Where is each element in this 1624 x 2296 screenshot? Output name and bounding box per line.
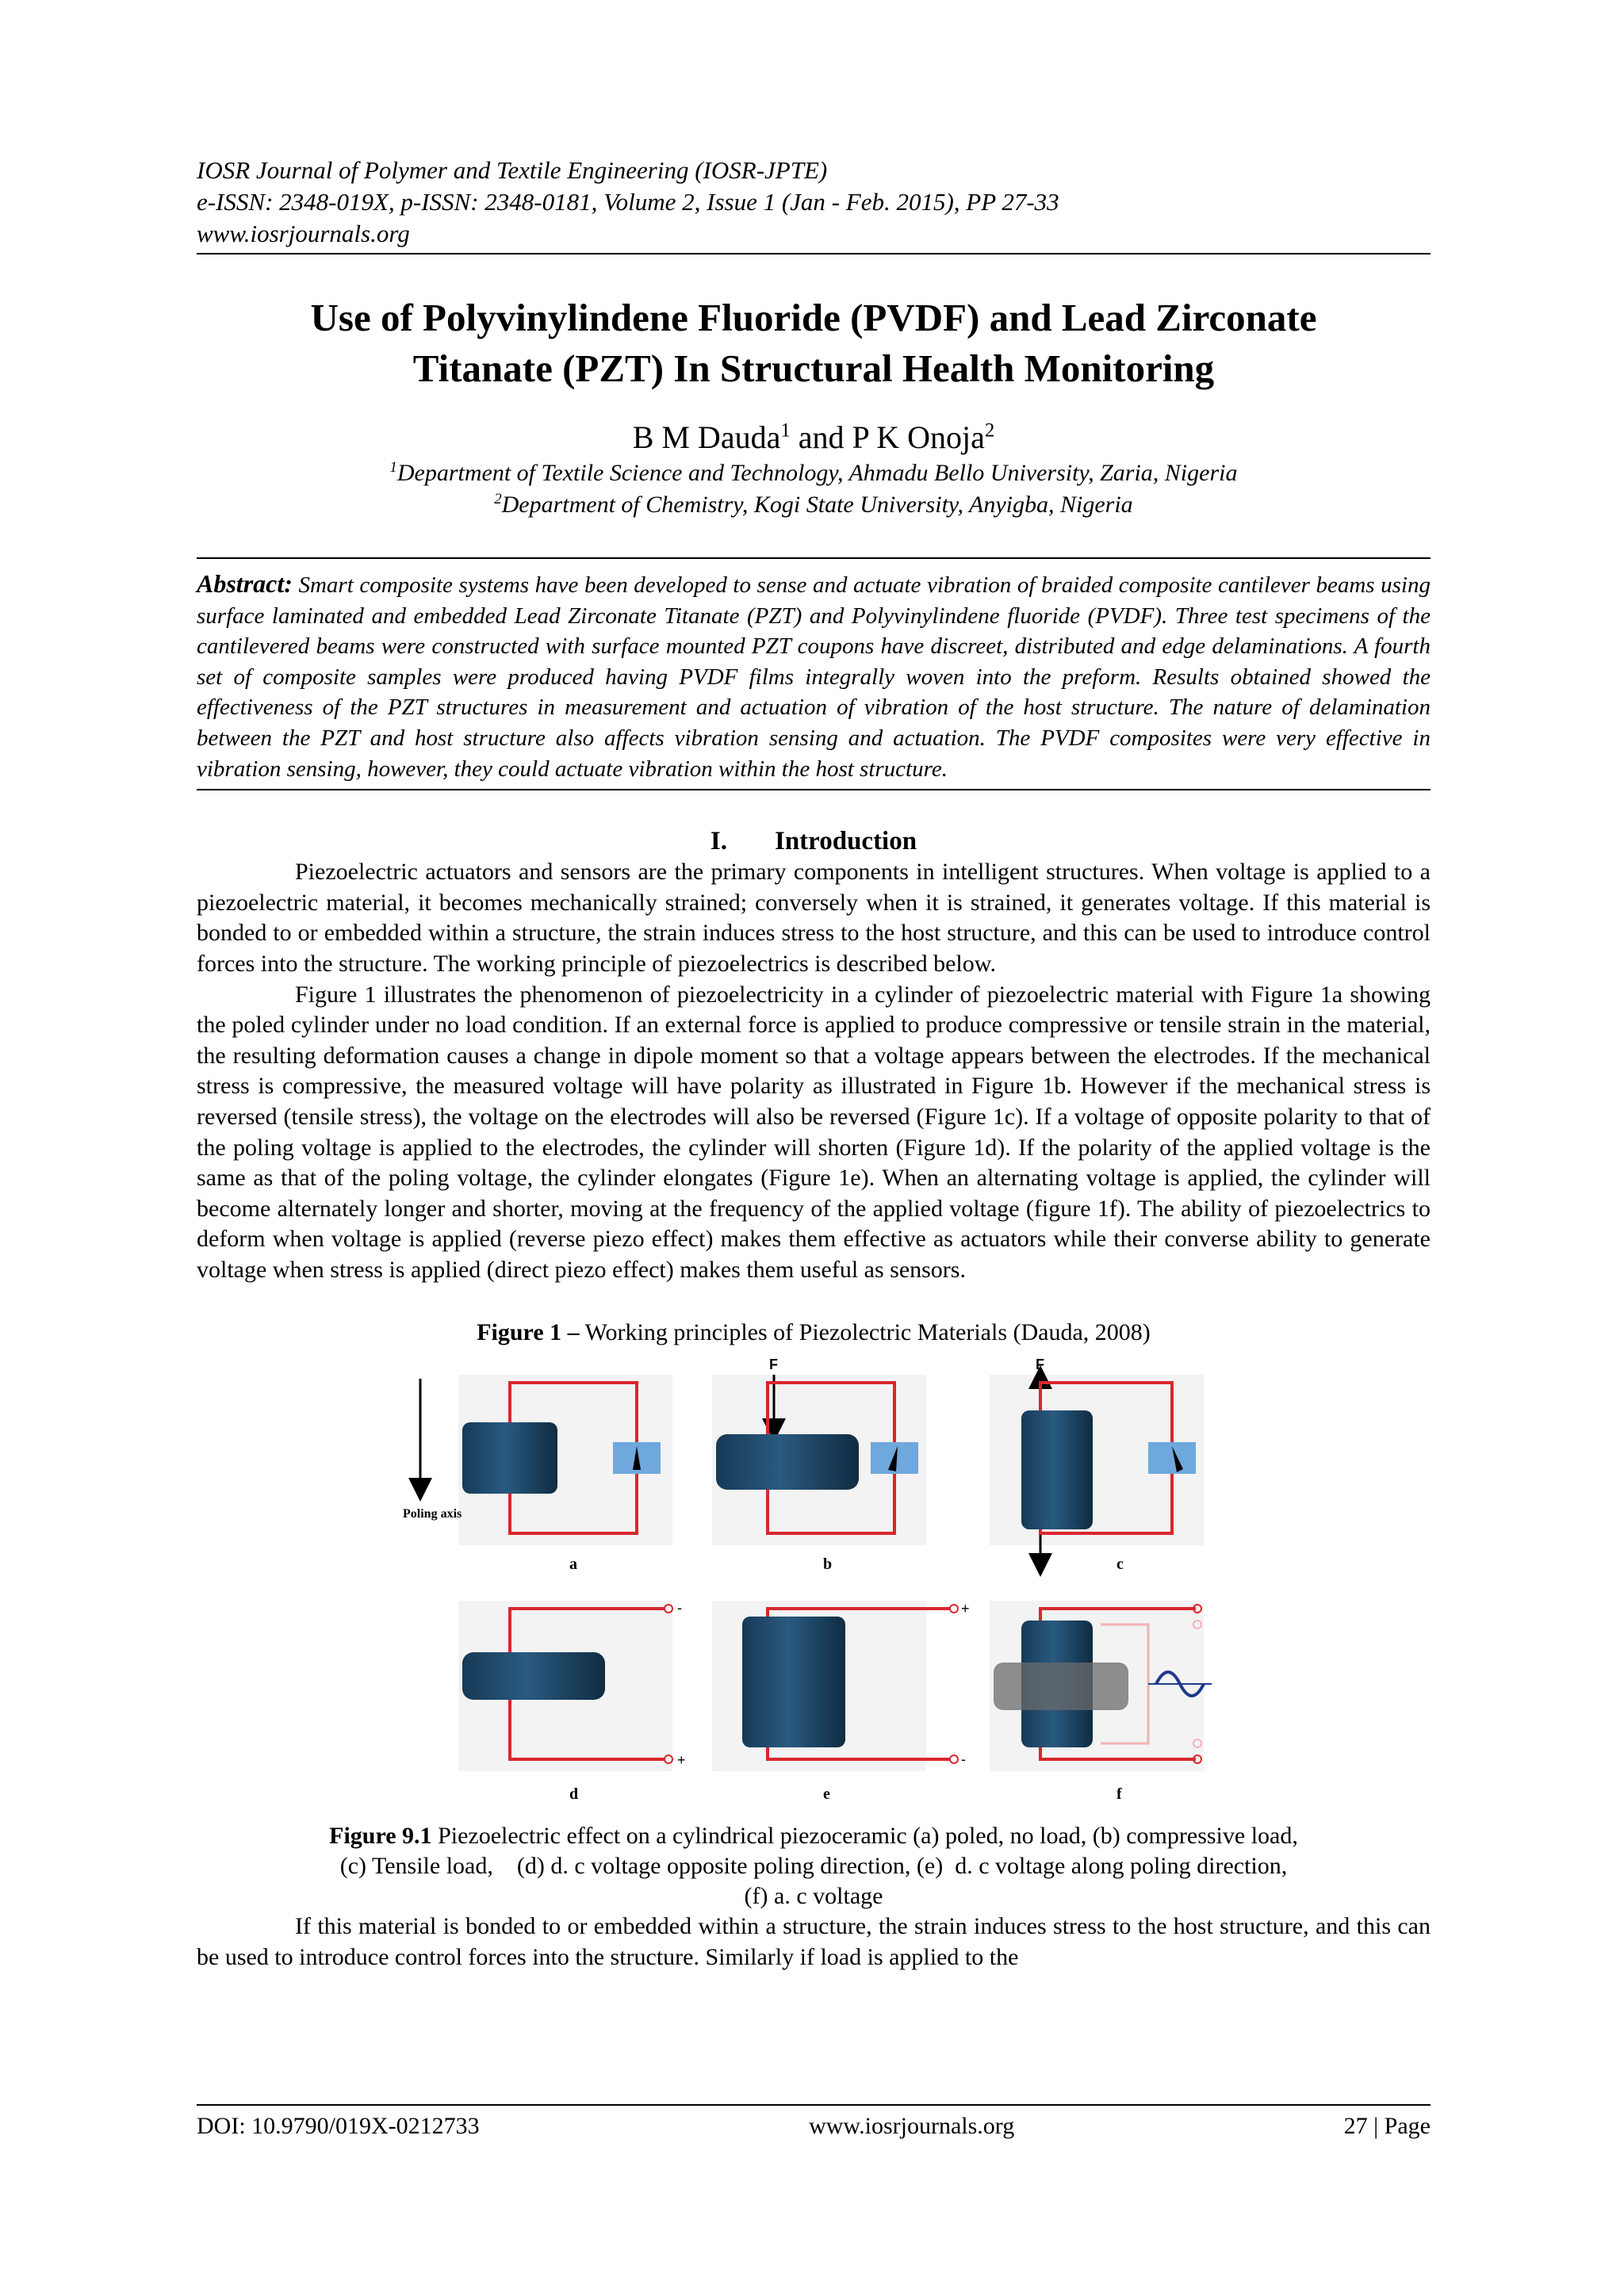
title-line-1: Use of Polyvinylindene Fluoride (PVDF) and Lead Zirconate [310, 296, 1317, 339]
figure-9-1-caption [197, 1821, 1431, 1911]
panel-d-cylinder [462, 1652, 605, 1700]
header-rule [197, 253, 1431, 254]
abstract [197, 568, 1431, 784]
poling-axis-label: Poling axis [403, 1507, 462, 1521]
figure-1 [197, 1357, 1431, 1807]
page-body [197, 155, 1431, 1973]
page-footer [197, 2104, 1431, 2142]
author-1: B M Dauda [632, 419, 781, 455]
journal-header [197, 155, 1431, 250]
affiliation-2 [197, 489, 1431, 521]
panel-e-terminal-top [950, 1605, 958, 1613]
panel-e-terminal-bottom-sign: - [961, 1751, 966, 1768]
affiliation-2-sup: 2 [494, 491, 502, 507]
paper-title [197, 293, 1431, 394]
panel-c-force-label: F [1036, 1357, 1044, 1373]
author-1-sup: 1 [780, 419, 791, 442]
affiliation-2-text: Department of Chemistry, Kogi State University, Anyigba, Nigeria [501, 492, 1133, 518]
panel-e-terminal-top-sign: + [961, 1601, 970, 1617]
panel-a-cylinder [462, 1422, 557, 1494]
panel-c-cylinder [1021, 1410, 1093, 1529]
figure-9-1-caption-line-1-text: Piezoelectric effect on a cylindrical piezoceramic (a) poled, no load, (b) compressive load, [431, 1823, 1298, 1850]
panel-f-label: f [1116, 1785, 1122, 1804]
figure-9-1-caption-line-1 [197, 1821, 1431, 1851]
panel-c-meter [1148, 1442, 1196, 1474]
issn-line: e-ISSN: 2348-019X, p-ISSN: 2348-0181, Volume 2, Issue 1 (Jan - Feb. 2015), PP 27-33 [197, 188, 1059, 216]
intro-paragraph-3: If this material is bonded to or embedded within a structure, the strain induces stress to the host structure, and this can be used to introduce control forces into the structure. Similarly if load is applied to the [197, 1913, 1431, 1971]
panel-d-label: d [569, 1785, 579, 1804]
affiliation-1 [197, 457, 1431, 489]
panel-e-terminal-bottom [950, 1755, 958, 1763]
footer-page-number: 27 | Page [1343, 2113, 1431, 2139]
abstract-box [197, 557, 1431, 790]
journal-name: IOSR Journal of Polymer and Textile Engineering (IOSR-JPTE) [197, 156, 828, 184]
panel-b [712, 1357, 926, 1573]
affiliation-1-text: Department of Textile Science and Technology, Ahmadu Bello University, Zaria, Nigeria [396, 460, 1238, 486]
panel-e [712, 1601, 970, 1803]
panel-b-cylinder [716, 1434, 859, 1490]
section-number: I. [710, 827, 727, 856]
panel-a-label: a [569, 1556, 577, 1574]
panel-c [990, 1357, 1204, 1573]
abstract-text: Smart composite systems have been developed to sense and actuate vibration of braided composite cantilever beams using surface laminated and embedded Lead Zirconate Titanate (PZT) and Polyvinylindene fluoride (PVDF). Three test specimens of the cantilevered beams were constructed with surface mounted PZT coupons have discreet, distributed and edge delaminations. A fourth set of composite samples were produced having PVDF films integrally woven into the preform. Results obtained showed the effectiveness of the PZT structures in measurement and actuation of vibration of the host structure. The nature of delamination between the PZT and host structure also affects vibration sensing and actuation. The PVDF composites were very effective in vibration sensing, however, they could actuate vibration within the host structure. [197, 572, 1431, 782]
panel-b-force-label: F [769, 1357, 778, 1373]
author-2: P K Onoja [852, 419, 985, 455]
footer-website[interactable]: www.iosrjournals.org [809, 2113, 1015, 2139]
intro-paragraph-2: Figure 1 illustrates the phenomenon of piezoelectricity in a cylinder of piezoelectric material with Figure 1a showing the poled cylinder under no load condition. If an external force is applied to produce compressive or tensile strain in the material, the resulting deformation causes a change in dipole moment so that a voltage appears between the electrodes. If the mechanical stress is compressive, the measured voltage will have polarity as illustrated in Figure 1b. However if the mechanical stress is reversed (tensile stress), the voltage on the electrodes will also be reversed (Figure 1c). If a voltage of opposite polarity to that of the poling voltage is applied to the electrodes, the cylinder will shorten (Figure 1d). If the polarity of the applied voltage is the same as that of the poling voltage, the cylinder elongates (Figure 1e). When an alternating voltage is applied, the cylinder will become alternately longer and shorter, moving at the frequency of the applied voltage (figure 1f). The ability of piezoelectrics to deform when voltage is applied (reverse piezo effect) makes them effective as actuators while their converse ability to generate voltage when stress is applied (direct piezo effect) makes them useful as sensors. [197, 981, 1431, 1283]
figure-1-caption [197, 1317, 1431, 1349]
panel-e-cylinder [742, 1617, 845, 1747]
panel-d-terminal-bottom-sign: + [677, 1752, 686, 1769]
author-connector: and [790, 419, 852, 455]
section-heading-introduction [197, 825, 1431, 857]
intro-paragraph-1: Piezoelectric actuators and sensors are the primary components in intelligent structures. When voltage is applied to a piezoelectric material, it becomes mechanically strained; conversely when it is strained, it generates voltage. If this material is bonded to or embedded within a structure, the strain induces stress to the host structure, and this can be used to introduce control forces into the structure. The working principle of piezoelectrics is described below. [197, 859, 1431, 977]
panel-c-label: c [1116, 1556, 1124, 1574]
journal-website[interactable]: www.iosrjournals.org [197, 220, 410, 247]
figure-9-1-caption-line-3: (f) a. c voltage [744, 1883, 883, 1910]
panel-f-cylinder-ghost [994, 1663, 1128, 1710]
panel-b-label: b [823, 1556, 833, 1574]
panel-d-terminal-top-sign: - [677, 1600, 682, 1617]
panel-e-label: e [823, 1785, 830, 1804]
author-2-sup: 2 [984, 419, 995, 442]
figure-1-caption-text: Working principles of Piezolectric Materials (Dauda, 2008) [579, 1319, 1151, 1346]
abstract-label: Abstract: [197, 569, 293, 598]
authors [197, 418, 1431, 457]
figure-9-1-caption-label: Figure 9.1 [329, 1823, 432, 1850]
panel-a [403, 1375, 672, 1573]
panel-d [458, 1600, 686, 1803]
section-title: Introduction [774, 827, 917, 856]
panel-f [990, 1601, 1212, 1803]
figure-1-caption-label: Figure 1 – [477, 1319, 580, 1346]
figure-9-1-caption-line-2: (c) Tensile load, (d) d. c voltage opposite poling direction, (e) d. c voltage along poling direction, [339, 1853, 1288, 1880]
piezo-diagram [197, 1357, 1431, 1807]
affiliation-1-sup: 1 [389, 459, 397, 476]
footer-doi: DOI: 10.9790/019X-0212733 [197, 2113, 480, 2139]
title-line-2: Titanate (PZT) In Structural Health Monitoring [412, 346, 1215, 390]
